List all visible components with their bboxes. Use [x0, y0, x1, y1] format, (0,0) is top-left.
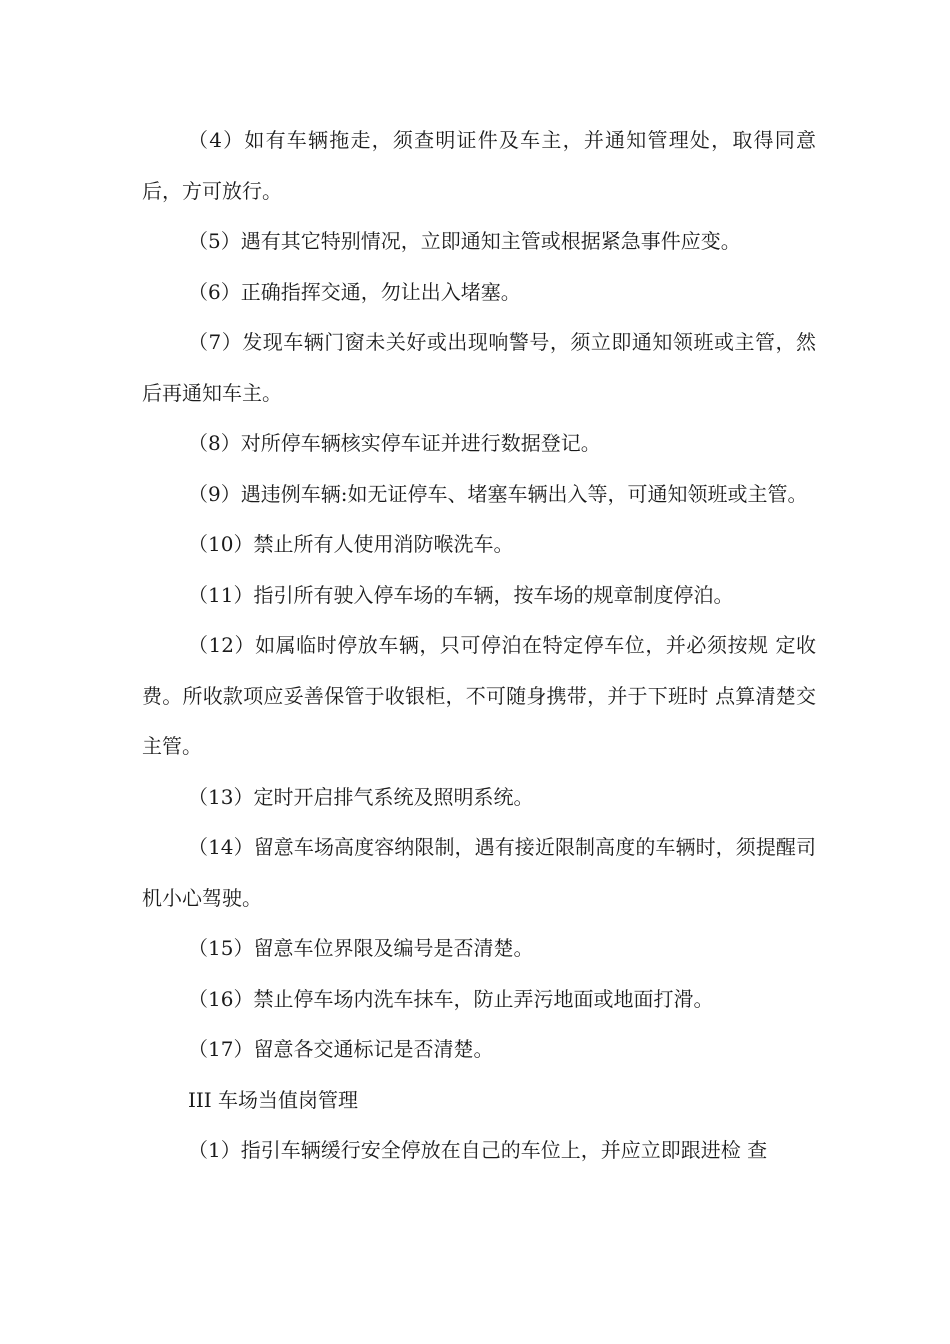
paragraph-item-13: （13）定时开启排气系统及照明系统。 [188, 784, 534, 809]
paragraph-item-8: （8）对所停车辆核实停车证并进行数据登记。 [188, 431, 601, 455]
paragraph-item-10: （10）禁止所有人使用消防喉洗车。 [188, 532, 514, 556]
document-body [142, 115, 816, 1176]
paragraph-item-17: （17）留意各交通标记是否清楚。 [188, 1037, 494, 1061]
paragraph-item-4: （4）如有车辆拖走，须查明证件及车主，并通知管理处，取得同意后，方可放行。 [142, 128, 816, 203]
paragraph-item-14: （14）留意车场高度容纳限制，遇有接近限制高度的车辆时，须提醒司机小心驾驶。 [142, 835, 816, 910]
paragraph-item-11: （11）指引所有驶入停车场的车辆，按车场的规章制度停泊。 [188, 582, 734, 607]
paragraph-item-15: （15）留意车位界限及编号是否清楚。 [188, 936, 534, 960]
paragraph-item-7: （7）发现车辆门窗未关好或出现响警号，须立即通知领班或主管，然后再通知车主。 [142, 330, 816, 405]
section-paragraph-item-1: （1）指引车辆缓行安全停放在自己的车位上，并应立即跟进检 查 [188, 1138, 768, 1162]
paragraph-item-12: （12）如属临时停放车辆，只可停泊在特定停车位，并必须按规 定收费。所收款项应妥善保管于收银柜，不可随身携带，并于下班时 点算清楚交主管。 [142, 633, 816, 758]
paragraph-item-5: （5）遇有其它特别情况，立即通知主管或根据紧急事件应变。 [188, 229, 741, 253]
paragraph-item-9: （9）遇违例车辆:如无证停车、堵塞车辆出入等，可通知领班或主管。 [188, 481, 808, 506]
paragraph-item-16: （16）禁止停车场内洗车抹车，防止弄污地面或地面打滑。 [188, 986, 714, 1011]
section-heading: III 车场当值岗管理 [188, 1087, 359, 1112]
paragraph-item-6: （6）正确指挥交通，勿让出入堵塞。 [188, 279, 521, 304]
